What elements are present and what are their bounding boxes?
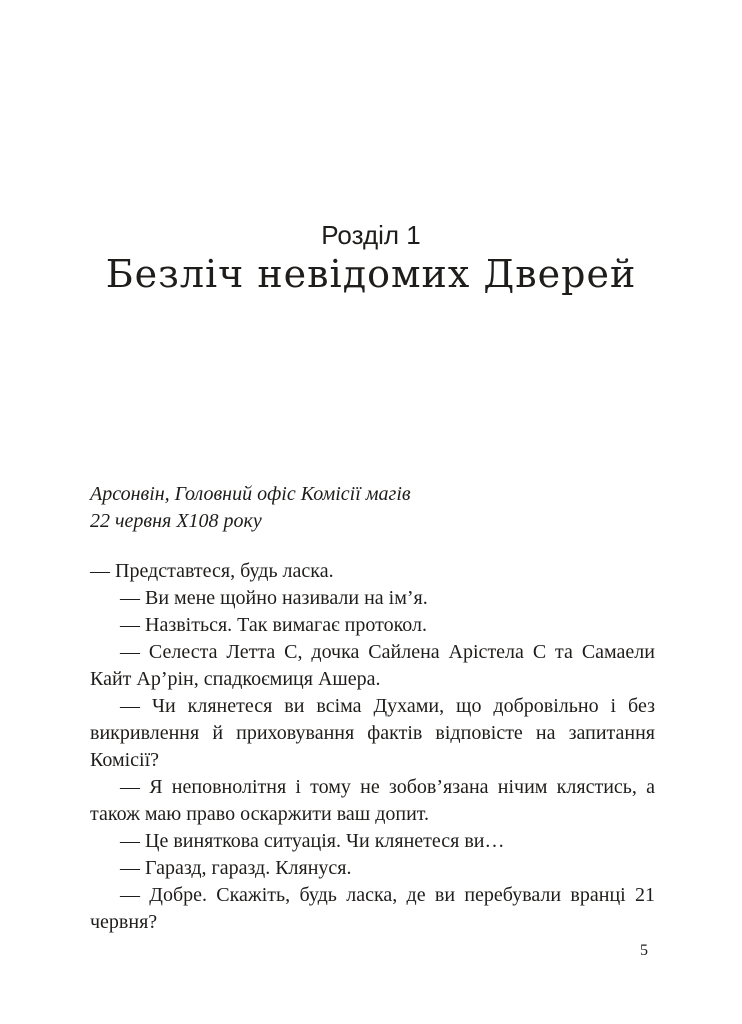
paragraph: — Селеста Летта С, дочка Сайлена Арістела С та Самаели Кайт Ар’рін, спадкоємиця Ашера. — [90, 641, 655, 690]
epigraph-date: 22 червня Х108 року — [90, 510, 262, 532]
chapter-title: Безліч невідомих Дверей — [105, 252, 637, 296]
paragraph: — Я неповнолітня і тому не зобов’язана нічим клястись, а також маю право оскаржити ваш допит. — [90, 776, 655, 825]
paragraph: — Це виняткова ситуація. Чи клянетеся ви… — [120, 830, 505, 852]
chapter-number: Розділ 1 — [321, 220, 421, 250]
page-number: 5 — [640, 942, 648, 959]
epigraph — [90, 481, 411, 535]
paragraph: — Назвіться. Так вимагає протокол. — [120, 614, 428, 636]
paragraph: — Гаразд, гаразд. Клянуся. — [120, 857, 352, 879]
paragraph: — Добре. Скажіть, будь ласка, де ви перебували вранці 21 червня? — [90, 884, 655, 933]
paragraph: — Представтеся, будь ласка. — [90, 560, 334, 582]
epigraph-location: Арсонвін, Головний офіс Комісії магів — [90, 483, 411, 505]
body-text — [90, 558, 655, 936]
paragraph: — Ви мене щойно називали на ім’я. — [120, 587, 428, 609]
paragraph: — Чи клянетеся ви всіма Духами, що добровільно і без викривлення й приховування фактів відповісте на запитання Комісії? — [90, 695, 655, 771]
